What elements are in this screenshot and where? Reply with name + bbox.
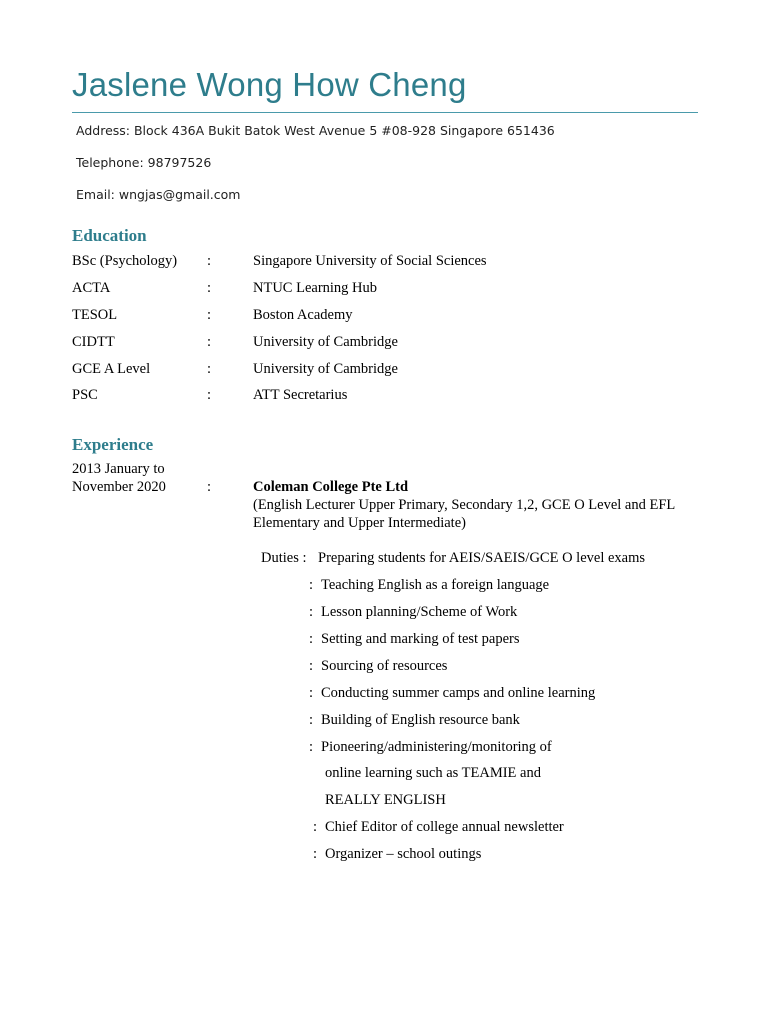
edu-institution: Boston Academy (253, 307, 353, 323)
edu-separator: : (207, 280, 212, 296)
edu-institution: Singapore University of Social Sciences (253, 253, 487, 269)
duty-item: Building of English resource bank (321, 712, 520, 728)
duty-item: Pioneering/administering/monitoring of (321, 739, 552, 755)
company-name: Coleman College Pte Ltd (253, 479, 409, 495)
edu-separator: : (207, 307, 212, 323)
edu-separator: : (207, 334, 212, 350)
duty-separator: : (309, 577, 314, 593)
job-role: (English Lecturer Upper Primary, Secondary 1,2, GCE O Level and EFL Elementary and Upper Intermediate) (253, 497, 675, 531)
candidate-name: Jaslene Wong How Cheng (72, 66, 467, 103)
duties-label: Duties : (261, 550, 307, 566)
duty-separator: : (309, 685, 314, 701)
edu-institution: NTUC Learning Hub (253, 280, 378, 296)
edu-qualification: TESOL (72, 307, 118, 323)
duty-item-continued: REALLY ENGLISH (325, 792, 446, 808)
duty-item: Preparing students for AEIS/SAEIS/GCE O level exams (318, 550, 646, 566)
duty-item: Lesson planning/Scheme of Work (321, 604, 518, 620)
duty-item: Sourcing of resources (321, 658, 448, 674)
duty-separator: : (309, 631, 314, 647)
duty-item: Teaching English as a foreign language (321, 577, 550, 593)
edu-separator: : (207, 387, 212, 403)
duty-separator: : (309, 739, 314, 755)
edu-qualification: PSC (72, 387, 98, 403)
duty-item: Chief Editor of college annual newsletter (325, 819, 564, 835)
edu-institution: ATT Secretarius (253, 387, 348, 403)
duty-separator: : (309, 604, 314, 620)
header-divider (72, 112, 698, 113)
edu-institution: University of Cambridge (253, 334, 398, 350)
experience-date (72, 460, 166, 496)
edu-institution: University of Cambridge (253, 361, 398, 377)
duty-separator: : (313, 819, 318, 835)
duty-separator: : (309, 658, 314, 674)
duty-item: Organizer – school outings (325, 846, 482, 862)
address-line: Address: Block 436A Bukit Batok West Avenue 5 #08-928 Singapore 651436 (76, 123, 555, 138)
duty-item: Setting and marking of test papers (321, 631, 520, 647)
education-heading: Education (72, 226, 147, 245)
edu-qualification: BSc (Psychology) (72, 253, 178, 269)
duty-item: Conducting summer camps and online learning (321, 685, 596, 701)
duty-separator: : (313, 846, 318, 862)
duty-item-continued: online learning such as TEAMIE and (325, 765, 541, 781)
email-line: Email: wngjas@gmail.com (76, 187, 241, 202)
edu-separator: : (207, 253, 212, 269)
experience-date-end: November 2020 (72, 479, 166, 495)
edu-separator: : (207, 361, 212, 377)
edu-qualification: ACTA (72, 280, 111, 296)
experience-date-start: 2013 January to (72, 461, 165, 477)
edu-qualification: CIDTT (72, 334, 115, 350)
experience-heading: Experience (72, 435, 154, 454)
duty-separator: : (309, 712, 314, 728)
telephone-line: Telephone: 98797526 (76, 155, 212, 170)
edu-qualification: GCE A Level (72, 361, 151, 377)
experience-separator: : (207, 479, 212, 495)
